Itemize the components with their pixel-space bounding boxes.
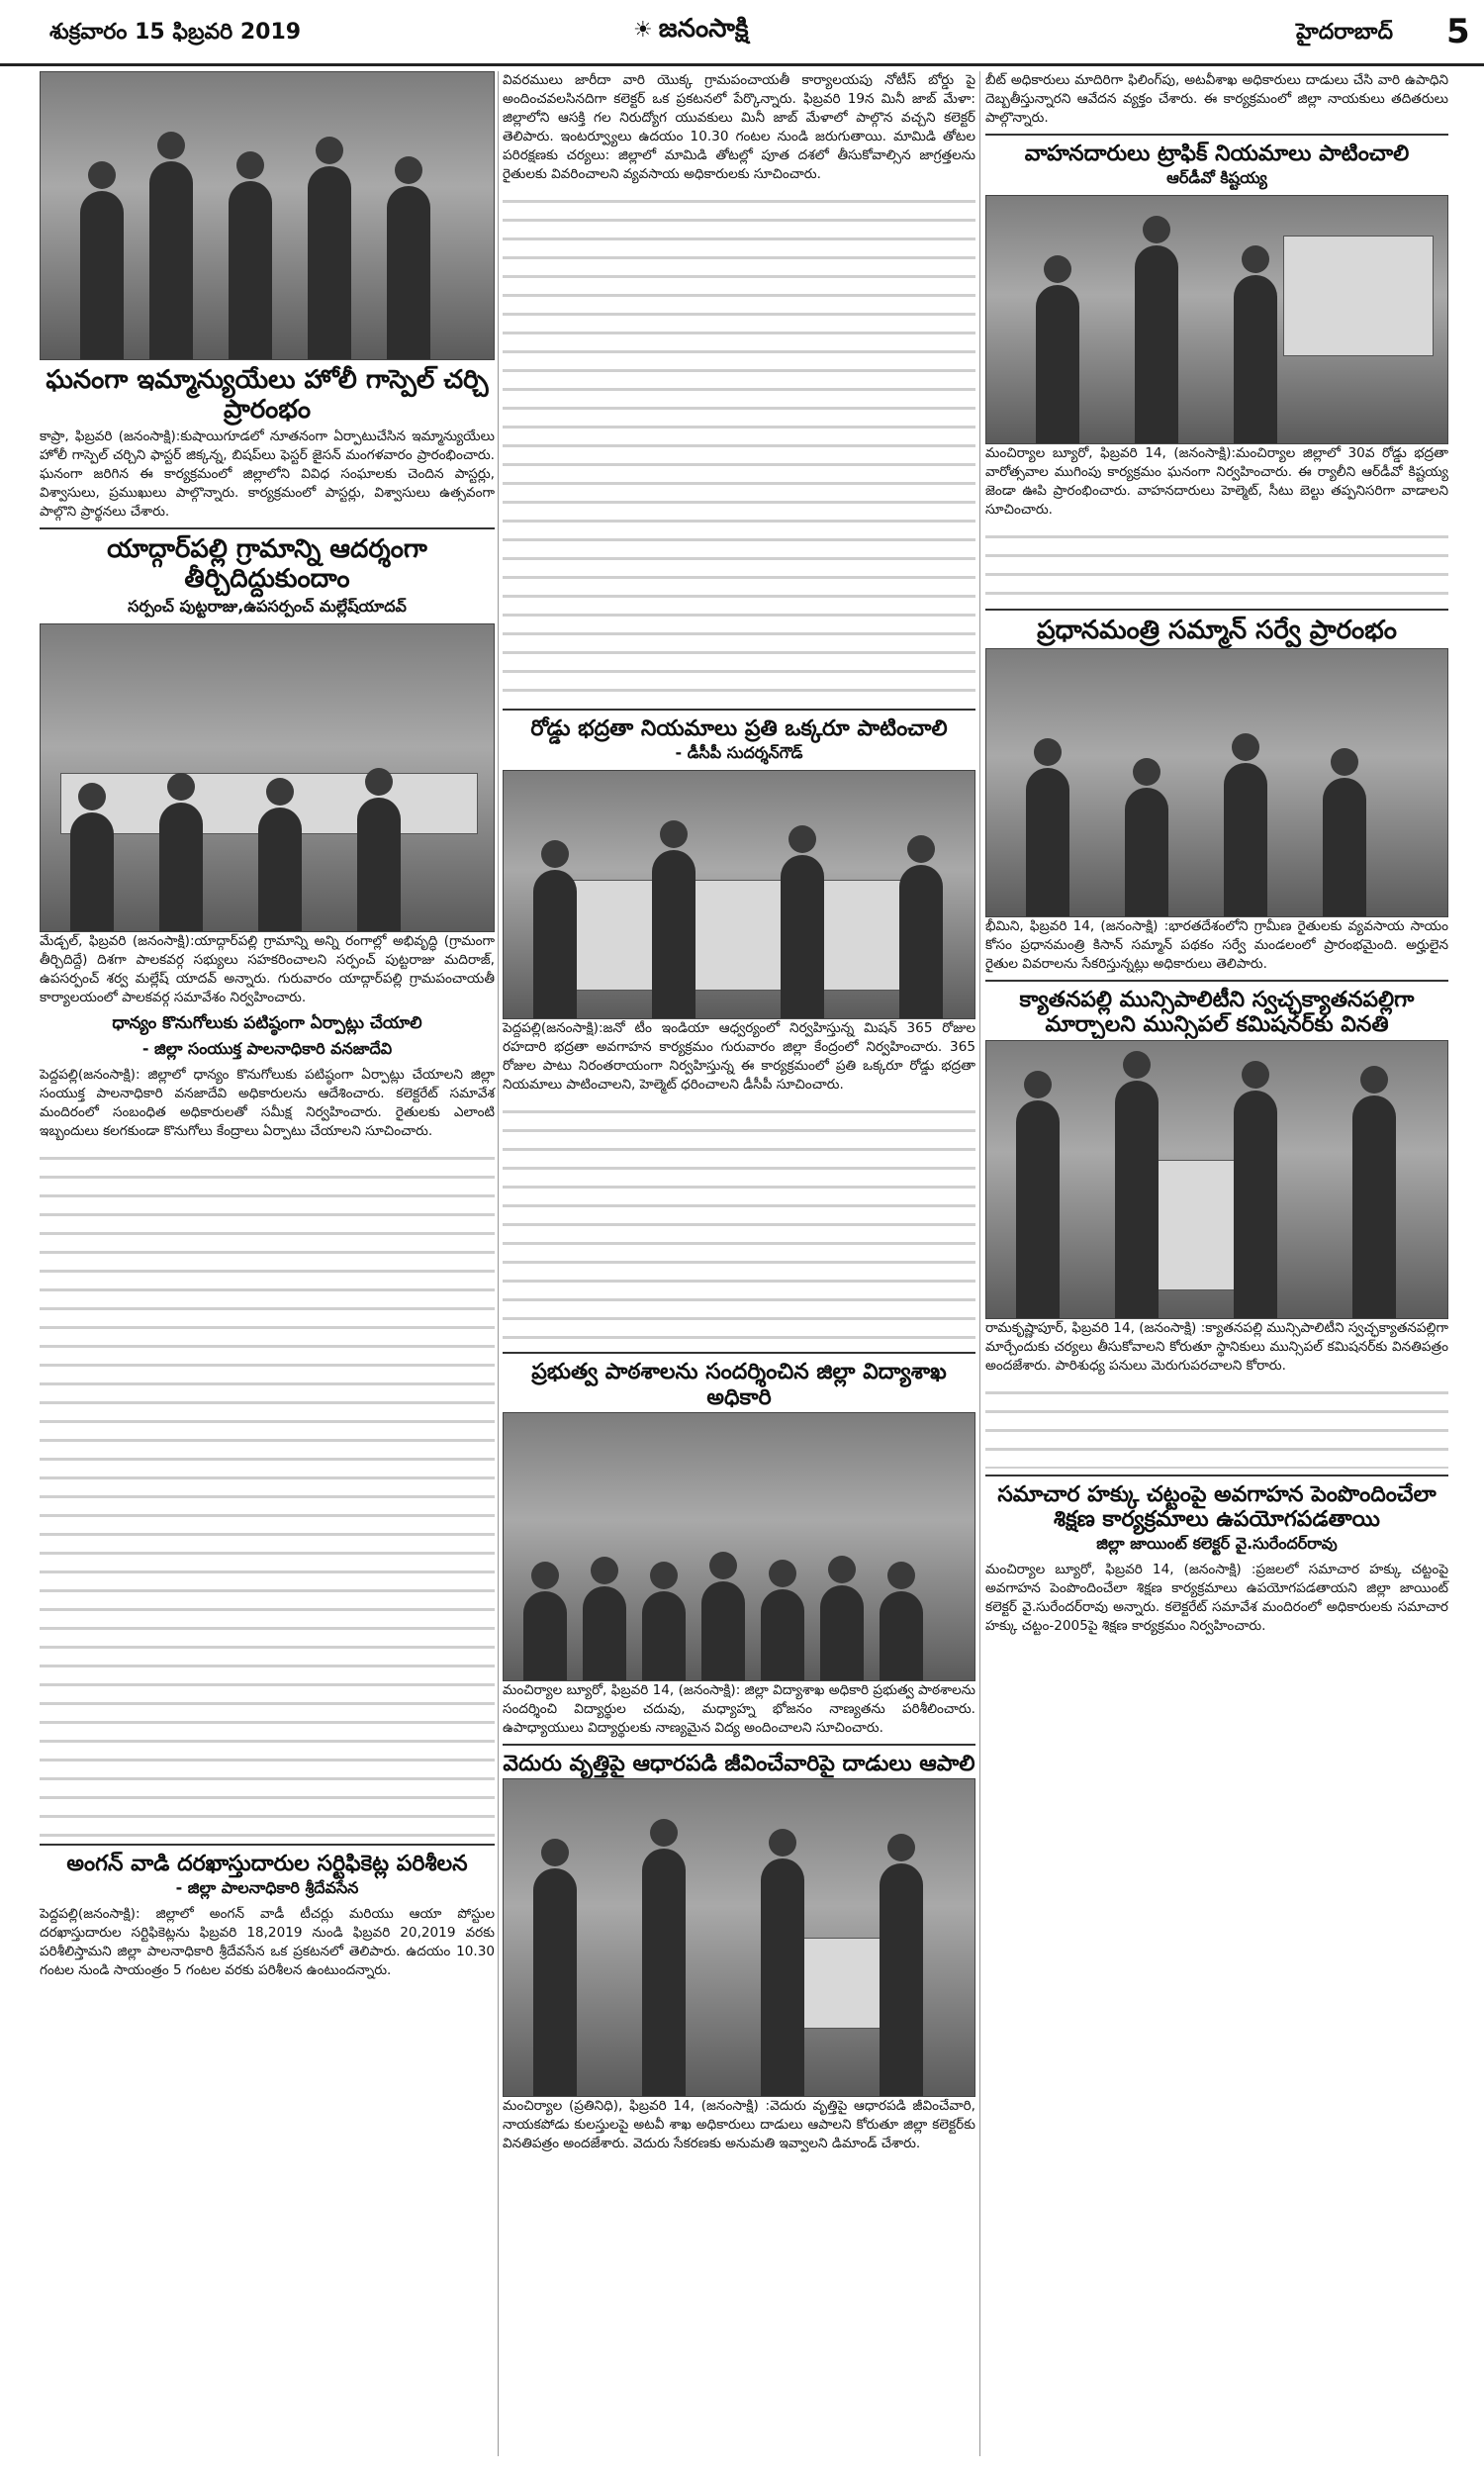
article-body: బీట్ అధికారులు మాదిరిగా ఫిలింగ్‌పు, అటవీశాఖ అధికారులు దాడులు చేసి వారి ఉపాధిని దెబ్బతీస్తున్నారని ఆవేదన వ్యక్తం చేశారు. ఈ కార్యక్రమంలో జిల్లా నాయకులు తదితరులు పాల్గొన్నారు. xyxy=(985,72,1448,126)
article-body: మంచిర్యాల బ్యూరో, ఫిబ్రవరి 14, (జనంసాక్షి) :ప్రజలలో సమాచార హక్కు చట్టంపై అవగాహన పెంపొందించేలా శిక్షణ కార్యక్రమాలు ఉపయోగపడతాయని జిల్లా జాయింట్ కలెక్టర్ వై.సురేందర్‌రావు అన్నారు. కలెక్టరేట్ సమావేశ మందిరంలో అధికారులకు సమాచార హక్కు చట్టం-2005పై శిక్షణ కార్యక్రమం నిర్వహించారు. xyxy=(985,1562,1448,1635)
news-photo-petition xyxy=(985,1040,1448,1319)
news-photo-road-safety xyxy=(503,770,975,1019)
article-body-continued xyxy=(503,1098,975,1346)
news-photo-survey xyxy=(985,648,1448,917)
newspaper-logo xyxy=(633,14,749,49)
article-body: పెద్దపల్లి(జనంసాక్షి): జిల్లాలో ధాన్యం కొనుగోలుకు పటిష్ఠంగా ఏర్పాట్లు చేయాలని జిల్లా సంయుక్త పాలనాధికారి వనజాదేవి అధికారులను ఆదేశించారు. కలెక్టరేట్ సమావేశ మందిరంలో సంబంధిత అధికారులతో సమీక్ష నిర్వహించారు. రైతులకు ఎలాంటి ఇబ్బందులు కలగకుండా కొనుగోలు కేంద్రాలు ఏర్పాటు చేయాలని సూచించారు. xyxy=(40,1066,495,1139)
article-body: కాప్రా, ఫిబ్రవరి (జనంసాక్షి):కుషాయిగూడలో నూతనంగా ఏర్పాటుచేసిన ఇమ్మాన్యుయేలు హోలీ గాస్పెల్ చర్చిని ఫాస్టర్ జిక్కన్న, బిషప్‌లు ఫెస్టర్ జైసన్ మంగళవారం ప్రారంభించారు. ఘనంగా జరిగిన ఈ కార్యక్రమంలో జిల్లాలోని వివిధ సంఘాలకు చెందిన పాస్టర్లు, విశ్వాసులు, ప్రముఖులు పాల్గొన్నారు. కార్యక్రమంలో పాస్టర్లు, విశ్వాసులు ఉత్సవంగా పాల్గొని ప్రార్థనలు చేశారు. xyxy=(40,428,495,520)
article-body-continued xyxy=(985,1380,1448,1469)
article-headline: ధాన్యం కొనుగోలుకు పటిష్ఠంగా ఏర్పాట్లు చేయాలి xyxy=(112,1012,422,1033)
article-headline: యాద్గార్‌పల్లి గ్రామాన్ని ఆదర్శంగా తీర్చిదిద్దుకుందాం xyxy=(40,527,495,595)
page-number: 5 xyxy=(1446,12,1470,51)
article-byline: జిల్లా జాయింట్ కలెక్టర్ వై.సురేందర్‌రావు xyxy=(1096,1534,1338,1554)
article-body: మంచిర్యాల బ్యూరో, ఫిబ్రవరి 14, (జనంసాక్షి): జిల్లా విద్యాశాఖ అధికారి ప్రభుత్వ పాఠశాలను సందర్శించి విద్యార్థుల చదువు, మధ్యాహ్న భోజనం నాణ్యతను పరిశీలించారు. ఉపాధ్యాయులు విద్యార్థులకు నాణ్యమైన విద్య అందించాలని సూచించారు. xyxy=(503,1681,975,1736)
news-photo-meeting xyxy=(40,623,495,932)
article-headline: ప్రధానమంత్రి సమ్మాన్ సర్వే ప్రారంభం xyxy=(985,609,1448,646)
article-headline: అంగన్ వాడి దరఖాస్తుదారుల సర్టిఫికెట్ల పరిశీలన xyxy=(40,1844,495,1876)
article-byline: - జిల్లా సంయుక్త పాలనాధికారి వనజాదేవి xyxy=(141,1038,393,1058)
article-body: భీమిని, ఫిబ్రవరి 14, (జనంసాక్షి) :భారతదేశంలోని గ్రామీణ రైతులకు వ్యవసాయ సాయం కోసం ప్రధానమంత్రి కిసాన్ సమ్మాన్ పథకం సర్వే మండలంలో ప్రారంభమైంది. అర్హులైన రైతుల వివరాలను సేకరిస్తున్నట్లు అధికారులు తెలిపారు. xyxy=(985,918,1448,973)
edition-city: హైదరాబాద్ xyxy=(1296,20,1393,45)
article-body: మేడ్చల్, ఫిబ్రవరి (జనంసాక్షి):యాద్గార్‌పల్లి గ్రామాన్ని అన్ని రంగాల్లో అభివృద్ధి (గ్రామంగా తీర్చిదిద్దే) దిశగా పాలకవర్గ సభ్యులు సహకరించాలని సర్పంచ్ పుట్టరాజు మదిరాజ్, ఉపసర్పంచ్ శర్వ మల్లేష్ యాదవ్ అన్నారు. గురువారం యాద్గార్‌పల్లి గ్రామపంచాయతీ కార్యాలయంలో పాలకవర్గ సమావేశం నిర్వహించారు. xyxy=(40,932,495,1005)
article-body-continued xyxy=(985,524,1448,603)
news-photo-school-visit xyxy=(503,1412,975,1681)
issue-date: శుక్రవారం 15 ఫిబ్రవరి 2019 xyxy=(49,20,302,45)
article-body: రామకృష్ణాపూర్, ఫిబ్రవరి 14, (జనంసాక్షి) :క్యాతనపల్లి మున్సిపాలిటీని స్వచ్ఛక్యాతనపల్లిగా మార్చేందుకు చర్యలు తీసుకోవాలని కోరుతూ స్థానికులు మున్సిపల్ కమిషనర్‌కు వినతిపత్రం అందజేశారు. పారిశుధ్య పనులు మెరుగుపరచాలని కోరారు. xyxy=(985,1319,1448,1374)
article-headline: ఘనంగా ఇమ్మాన్యుయేలు హోలీ గాస్పెల్ చర్చి ప్రారంభం xyxy=(46,365,489,425)
column-right xyxy=(985,71,1448,1640)
article-body: పెద్దపల్లి(జనంసాక్షి): జిల్లాలో అంగన్ వాడీ టీచర్లు మరియు ఆయా పోస్టుల దరఖాస్తుదారుల సర్టిఫికెట్లను ఫిబ్రవరి 18,2019 నుండి ఫిబ్రవరి 20,2019 వరకు పరిశీలిస్తామని జిల్లా పాలనాధికారి శ్రీదేవసేన ఒక ప్రకటనలో తెలిపారు. ఉదయం 10.30 గంటల నుండి సాయంత్రం 5 గంటల వరకు పరిశీలన ఉంటుందన్నారు. xyxy=(40,1905,495,1978)
news-photo-traffic-rally xyxy=(985,195,1448,444)
sun-icon: ☀ xyxy=(633,18,653,43)
news-photo-church-opening xyxy=(40,71,495,360)
page-header xyxy=(0,0,1484,66)
article-byline: - డీసీపీ సుదర్శన్‌గౌడ్ xyxy=(675,743,803,763)
logo-text: జనంసాక్షి xyxy=(658,14,749,44)
article-headline: వాహనదారులు ట్రాఫిక్ నియమాలు పాటించాలి xyxy=(985,134,1448,166)
column-left xyxy=(40,71,495,1984)
article-headline: క్యాతనపల్లి మున్సిపాలిటీని స్వచ్ఛక్యాతనపల్లిగా మార్చాలని మున్సిపల్ కమిషనర్‌కు వినతి xyxy=(985,980,1448,1038)
article-headline: వెదురు వృత్తిపై ఆధారపడి జీవించేవారిపై దాడులు ఆపాలి xyxy=(503,1744,975,1776)
article-body-continued xyxy=(503,188,975,703)
article-byline: ఆర్‌డీవో కిష్టయ్య xyxy=(1166,168,1267,188)
article-body: వివరములు జారీదా వారి యొక్క గ్రామపంచాయతీ కార్యాలయపు నోటీస్ బోర్డు పై అందించవలసినదిగా కలెక్టర్ ఒక ప్రకటనలో పేర్కొన్నారు. ఫిబ్రవరి 19న మినీ జాబ్ మేళా: జిల్లాలోని ఆసక్తి గల నిరుద్యోగ యువకులు మినీ జాబ్ మేళాలో పాల్గొన వచ్చని కలెక్టర్ తెలిపారు. ఇంటర్వ్యూలు ఉదయం 10.30 గంటల నుండి జరుగుతాయి. మామిడి తోటల పరిరక్షణకు చర్యలు: జిల్లాలో మామిడి తోటల్లో పూత దశలో తీసుకోవాల్సిన జాగ్రత్తలను రైతులకు వివరించాలని వ్యవసాయ అధికారులకు సూచించారు. xyxy=(503,72,975,182)
news-photo-bamboo-workers xyxy=(503,1778,975,2097)
article-body: పెద్దపల్లి(జనంసాక్షి):జనో టీం ఇండియా ఆధ్వర్యంలో నిర్వహిస్తున్న మిషన్ 365 రోజుల రహదారి భద్రతా అవగాహన కార్యక్రమం గురువారం జిల్లా కేంద్రంలో నిర్వహించారు. 365 రోజుల పాటు నిరంతరాయంగా నిర్వహిస్తున్న ఈ కార్యక్రమంలో ప్రతి ఒక్కరూ రోడ్డు భద్రతా నియమాలు పాటించాలని, హెల్మెట్ ధరించాలని డీసీపీ సూచించారు. xyxy=(503,1020,975,1094)
article-body: మంచిర్యాల బ్యూరో, ఫిబ్రవరి 14, (జనంసాక్షి):మంచిర్యాల జిల్లాలో 30వ రోడ్డు భద్రతా వారోత్సవాల ముగింపు కార్యక్రమం ఘనంగా నిర్వహించారు. ఈ ర్యాలీని ఆర్‌డీవో కిష్టయ్య జెండా ఊపి ప్రారంభించారు. వాహనదారులు హెల్మెట్, సీటు బెల్టు తప్పనిసరిగా వాడాలని సూచించారు. xyxy=(985,445,1448,519)
article-byline: సర్పంచ్ పుట్టరాజు,ఉపసర్పంచ్ మల్లేష్‌యాదవ్ xyxy=(128,596,407,616)
article-headline: ప్రభుత్వ పాఠశాలను సందర్శించిన జిల్లా విద్యాశాఖ అధికారి xyxy=(503,1352,975,1410)
article-body-continued xyxy=(40,1145,495,1838)
article-headline: సమాచార హక్కు చట్టంపై అవగాహన పెంపొందించేలా శిక్షణ కార్యక్రమాలు ఉపయోగపడతాయి xyxy=(985,1475,1448,1533)
column-divider xyxy=(979,71,980,2456)
column-divider xyxy=(498,71,499,2456)
article-headline: రోడ్డు భద్రతా నియమాలు ప్రతి ఒక్కరూ పాటించాలి xyxy=(503,709,975,741)
column-middle xyxy=(503,71,975,2157)
article-body: మంచిర్యాల (ప్రతినిధి), ఫిబ్రవరి 14, (జనంసాక్షి) :వెదురు వృత్తిపై ఆధారపడి జీవించేవారి, నాయకపోడు కులస్తులపై అటవీ శాఖ అధికారులు దాడులు ఆపాలని కోరుతూ జిల్లా కలెక్టర్‌కు వినతిపత్రం అందజేశారు. వెదురు సేకరణకు అనుమతి ఇవ్వాలని డిమాండ్ చేశారు. xyxy=(503,2098,975,2152)
article-byline: - జిల్లా పాలనాధికారి శ్రీదేవసేన xyxy=(175,1877,359,1897)
